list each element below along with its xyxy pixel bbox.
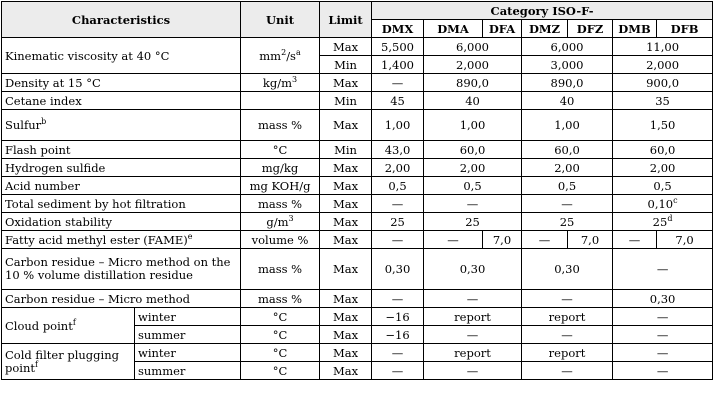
value-cell: — <box>613 249 713 290</box>
value-cell: 60,0 <box>613 141 713 159</box>
value-cell: 900,0 <box>613 74 713 92</box>
acid-unit: mg KOH/g <box>241 177 320 195</box>
h2s-unit: mg/kg <box>241 159 320 177</box>
sediment-unit: mass % <box>241 195 320 213</box>
viscosity-limit-min: Min <box>320 56 372 74</box>
sulfur-limit: Max <box>320 110 372 141</box>
fame-limit: Max <box>320 231 372 249</box>
flash-unit: °C <box>241 141 320 159</box>
header-row <box>2 2 713 20</box>
value-cell: 2,00 <box>424 159 522 177</box>
value-cell: 2,000 <box>424 56 522 74</box>
value-cell: 0,5 <box>372 177 424 195</box>
value-cell: 1,00 <box>522 110 613 141</box>
table-row-viscosity-max <box>2 38 713 56</box>
sulfur-unit: mass % <box>241 110 320 141</box>
sulfur-name: Sulfur$^b$ <box>2 110 241 141</box>
header-dmx: DMX <box>372 20 424 38</box>
value-cell: 1,400 <box>372 56 424 74</box>
value-cell: 890,0 <box>522 74 613 92</box>
table-row-cetane <box>2 92 713 110</box>
table-row-sulfur <box>2 110 713 141</box>
table-row-flash-point <box>2 141 713 159</box>
acid-name: Acid number <box>2 177 241 195</box>
fame-unit: volume % <box>241 231 320 249</box>
value-cell: 2,00 <box>613 159 713 177</box>
value-cell: 35 <box>613 92 713 110</box>
value-cell: 25 <box>372 213 424 231</box>
carbon10-unit: mass % <box>241 249 320 290</box>
carbon-unit: mass % <box>241 290 320 308</box>
value-cell: — <box>522 231 568 249</box>
value-cell: 45 <box>372 92 424 110</box>
value-cell: 11,00 <box>613 38 713 56</box>
value-cell: 7,0 <box>483 231 522 249</box>
value-cell: 0,5 <box>613 177 713 195</box>
carbon-limit: Max <box>320 290 372 308</box>
value-cell: 60,0 <box>522 141 613 159</box>
value-cell: 7,0 <box>657 231 713 249</box>
value-cell: 1,50 <box>613 110 713 141</box>
viscosity-limit-max: Max <box>320 38 372 56</box>
cfpp-unit: °C <box>241 362 320 380</box>
value-cell: — <box>613 231 657 249</box>
sediment-name: Total sediment by hot filtration <box>2 195 241 213</box>
value-cell: — <box>522 290 613 308</box>
acid-limit: Max <box>320 177 372 195</box>
header-category: Category ISO-F- <box>372 2 713 20</box>
value-cell: — <box>424 290 522 308</box>
value-cell: 0,30 <box>522 249 613 290</box>
sediment-limit: Max <box>320 195 372 213</box>
value-cell: 6,000 <box>424 38 522 56</box>
value-cell: 25 <box>522 213 613 231</box>
value-cell: report <box>424 308 522 326</box>
cloud-unit: °C <box>241 308 320 326</box>
value-cell: 40 <box>424 92 522 110</box>
flash-name: Flash point <box>2 141 241 159</box>
value-cell: 25$^d$ <box>613 213 713 231</box>
value-cell: — <box>424 326 522 344</box>
value-cell: 2,000 <box>613 56 713 74</box>
value-cell: 7,0 <box>568 231 613 249</box>
table-row-density <box>2 74 713 92</box>
value-cell: — <box>372 344 424 362</box>
header-dfa: DFA <box>483 20 522 38</box>
value-cell: 1,00 <box>372 110 424 141</box>
value-cell: report <box>424 344 522 362</box>
value-cell: 2,00 <box>372 159 424 177</box>
density-unit: $kg/m^3$ <box>241 74 320 92</box>
value-cell: 0,10$^c$ <box>613 195 713 213</box>
value-cell: — <box>613 326 713 344</box>
table-row-total-sediment <box>2 195 713 213</box>
header-unit: Unit <box>241 2 320 38</box>
cfpp-season-winter: winter <box>135 344 241 362</box>
h2s-limit: Max <box>320 159 372 177</box>
header-limit: Limit <box>320 2 372 38</box>
value-cell: — <box>372 231 424 249</box>
cetane-limit: Min <box>320 92 372 110</box>
cfpp-unit: °C <box>241 344 320 362</box>
flash-limit: Min <box>320 141 372 159</box>
value-cell: — <box>372 290 424 308</box>
cloud-season-winter: winter <box>135 308 241 326</box>
table-row-carbon-residue <box>2 290 713 308</box>
value-cell: — <box>522 362 613 380</box>
table-row-cfpp-winter <box>2 344 713 362</box>
value-cell: 40 <box>522 92 613 110</box>
value-cell: 60,0 <box>424 141 522 159</box>
viscosity-name: Kinematic viscosity at 40 °C <box>2 38 241 74</box>
oxidation-unit: $g/m^3$ <box>241 213 320 231</box>
table-row-fame <box>2 231 713 249</box>
value-cell: — <box>522 326 613 344</box>
h2s-name: Hydrogen sulfide <box>2 159 241 177</box>
viscosity-unit: $mm^2/s^a$ <box>241 38 320 74</box>
table-row-hydrogen-sulfide <box>2 159 713 177</box>
header-dmb: DMB <box>613 20 657 38</box>
value-cell: 25 <box>424 213 522 231</box>
cfpp-limit: Max <box>320 362 372 380</box>
carbon-name: Carbon residue – Micro method <box>2 290 241 308</box>
value-cell: −16 <box>372 308 424 326</box>
oxidation-name: Oxidation stability <box>2 213 241 231</box>
density-limit: Max <box>320 74 372 92</box>
header-dfz: DFZ <box>568 20 613 38</box>
cetane-name: Cetane index <box>2 92 241 110</box>
value-cell: 43,0 <box>372 141 424 159</box>
fame-name: Fatty acid methyl ester (FAME)$^e$ <box>2 231 241 249</box>
header-dfb: DFB <box>657 20 713 38</box>
value-cell: — <box>613 362 713 380</box>
value-cell: −16 <box>372 326 424 344</box>
value-cell: report <box>522 308 613 326</box>
header-dmz: DMZ <box>522 20 568 38</box>
value-cell: 0,5 <box>522 177 613 195</box>
value-cell: 2,00 <box>522 159 613 177</box>
value-cell: 3,000 <box>522 56 613 74</box>
cloud-season-summer: summer <box>135 326 241 344</box>
cloud-limit: Max <box>320 326 372 344</box>
cloud-unit: °C <box>241 326 320 344</box>
value-cell: — <box>522 195 613 213</box>
table-row-cloud-point-winter <box>2 308 713 326</box>
cfpp-name: Cold filter plugging point$^f$ <box>2 344 135 380</box>
value-cell: 0,30 <box>424 249 522 290</box>
oxidation-limit: Max <box>320 213 372 231</box>
carbon10-limit: Max <box>320 249 372 290</box>
value-cell: 890,0 <box>424 74 522 92</box>
cfpp-season-summer: summer <box>135 362 241 380</box>
value-cell: — <box>424 195 522 213</box>
density-name: Density at 15 °C <box>2 74 241 92</box>
cloud-limit: Max <box>320 308 372 326</box>
table-row-oxidation-stability <box>2 213 713 231</box>
value-cell: 5,500 <box>372 38 424 56</box>
value-cell: — <box>613 344 713 362</box>
cetane-unit <box>241 92 320 110</box>
table-row-carbon-residue-10 <box>2 249 713 290</box>
table-row-acid-number <box>2 177 713 195</box>
value-cell: — <box>372 362 424 380</box>
value-cell: 0,30 <box>372 249 424 290</box>
value-cell: — <box>613 308 713 326</box>
value-cell: 1,00 <box>424 110 522 141</box>
cloud-name: Cloud point$^f$ <box>2 308 135 344</box>
header-characteristics: Characteristics <box>2 2 241 38</box>
value-cell: 0,5 <box>424 177 522 195</box>
value-cell: 6,000 <box>522 38 613 56</box>
cfpp-limit: Max <box>320 344 372 362</box>
value-cell: — <box>372 74 424 92</box>
header-dma: DMA <box>424 20 483 38</box>
value-cell: 0,30 <box>613 290 713 308</box>
value-cell: report <box>522 344 613 362</box>
value-cell: — <box>424 231 483 249</box>
carbon10-name: Carbon residue – Micro method on the 10 % volume distillation residue <box>2 249 241 290</box>
specification-table <box>1 1 713 380</box>
value-cell: — <box>372 195 424 213</box>
value-cell: — <box>424 362 522 380</box>
